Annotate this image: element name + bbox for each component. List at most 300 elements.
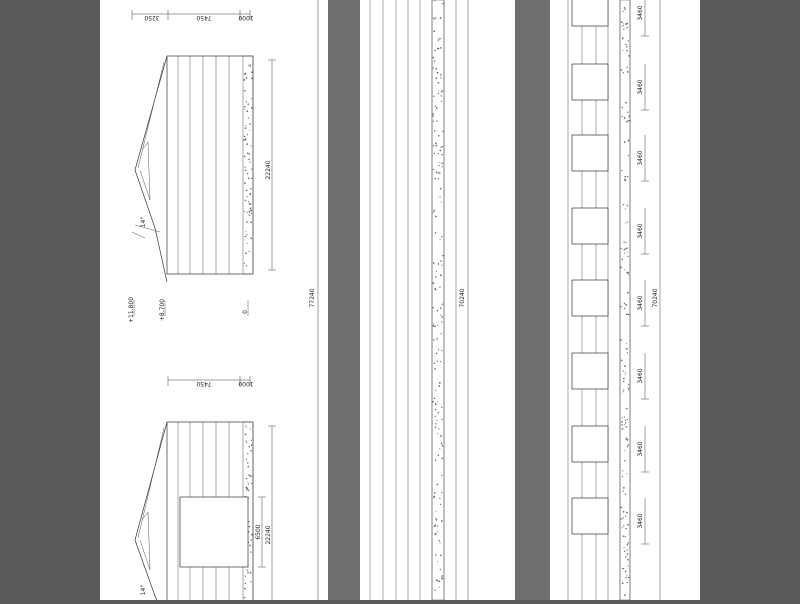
concrete-speck [621,170,622,171]
concrete-speck [249,211,251,213]
concrete-speck [625,426,627,428]
concrete-speck [626,66,627,67]
concrete-speck [624,7,626,9]
concrete-speck [246,440,247,441]
concrete-speck [246,427,247,428]
concrete-speck [250,222,252,224]
concrete-speck [251,107,253,109]
concrete-speck [623,511,625,513]
concrete-speck [249,161,250,162]
concrete-speck [248,490,250,492]
concrete-speck [623,23,624,24]
concrete-speck [442,445,444,447]
concrete-speck [245,169,247,171]
concrete-speck [440,47,442,49]
concrete-speck [622,116,623,117]
concrete-speck [247,103,249,105]
concrete-speck [627,221,628,222]
concrete-speck [439,150,441,152]
concrete-speck [248,201,249,202]
bay-dim-label: 3460 [637,223,644,239]
bay-dim-label: 3460 [637,150,644,166]
concrete-speck [436,171,438,173]
concrete-speck [623,249,625,251]
concrete-speck [244,136,246,138]
concrete-speck [244,183,245,184]
concrete-speck [441,350,442,351]
concrete-speck [246,442,247,443]
left-bottom-height-dim: 22240 [265,525,272,545]
concrete-speck [628,40,629,41]
concrete-speck [441,74,442,75]
concrete-speck [440,307,442,309]
concrete-speck [622,26,623,27]
concrete-speck [621,360,623,362]
concrete-speck [437,325,438,326]
concrete-speck [245,425,246,426]
concrete-speck [627,205,628,206]
concrete-speck [439,286,440,287]
bay-dim-label: 3460 [637,5,644,21]
concrete-speck [627,46,628,47]
concrete-speck [436,338,438,340]
concrete-speck [248,65,249,66]
concrete-speck [250,193,251,194]
concrete-speck [624,141,626,143]
concrete-speck [623,517,624,518]
concrete-speck [627,27,628,28]
concrete-speck [628,55,630,57]
wall-bay-panel [572,426,608,462]
concrete-speck [440,361,441,362]
left-top-height-dim: 22240 [265,160,272,180]
concrete-speck [440,274,442,276]
concrete-speck [434,398,436,400]
concrete-speck [623,25,624,26]
concrete-speck [437,581,438,582]
concrete-speck [433,496,435,498]
concrete-speck [245,167,246,168]
concrete-speck [434,18,435,19]
concrete-speck [623,391,624,392]
concrete-speck [624,9,625,10]
concrete-speck [440,260,442,262]
concrete-speck [245,434,247,436]
concrete-speck [244,109,245,110]
concrete-speck [249,521,250,522]
concrete-speck [441,101,442,102]
concrete-speck [627,292,629,294]
concrete-speck [623,535,624,536]
concrete-speck [441,407,442,408]
concrete-speck [246,459,247,460]
concrete-speck [250,203,252,205]
concrete-speck [624,176,626,178]
concrete-speck [436,519,438,521]
concrete-speck [246,196,247,197]
concrete-speck [622,38,623,39]
concrete-speck [621,69,623,71]
concrete-speck [441,265,442,266]
concrete-speck [622,568,623,569]
concrete-speck [441,202,442,203]
concrete-speck [628,565,629,566]
concrete-speck [627,256,628,257]
concrete-speck [436,145,438,147]
concrete-speck [623,487,625,489]
concrete-speck [624,374,625,375]
concrete-speck [625,208,626,209]
bay-dim-label: 3460 [637,441,644,457]
concrete-speck [440,17,442,19]
level-mid: +8.700 [159,298,166,322]
concrete-speck [435,511,436,512]
concrete-speck [622,50,623,51]
concrete-speck [438,153,439,154]
concrete-speck [433,68,434,69]
concrete-speck [436,77,438,79]
concrete-speck [438,580,440,582]
concrete-speck [623,547,624,548]
concrete-speck [626,549,627,550]
concrete-speck [251,213,252,214]
left-total-length: 77240 [309,288,316,308]
concrete-speck [625,515,626,516]
concrete-speck [623,29,624,30]
concrete-speck [251,78,253,80]
concrete-speck [251,98,252,99]
concrete-speck [247,466,249,468]
concrete-speck [626,343,627,344]
concrete-speck [439,196,440,197]
concrete-speck [435,403,436,404]
concrete-speck [624,424,625,425]
concrete-speck [624,269,625,270]
concrete-speck [441,154,442,155]
concrete-speck [251,444,252,445]
concrete-speck [441,321,442,322]
concrete-speck [442,90,444,92]
concrete-speck [625,102,627,104]
concrete-speck [625,23,627,25]
concrete-speck [442,255,443,256]
concrete-speck [435,416,436,417]
concrete-speck [441,236,442,237]
concrete-speck [436,420,437,421]
concrete-speck [622,470,623,471]
concrete-speck [249,123,251,125]
concrete-speck [250,551,251,552]
concrete-speck [436,484,438,486]
concrete-speck [627,419,628,420]
concrete-speck [621,339,622,340]
concrete-speck [628,120,630,122]
concrete-speck [246,101,247,102]
concrete-speck [440,435,442,437]
concrete-speck [626,348,628,350]
concrete-speck [245,253,247,255]
concrete-speck [442,131,443,132]
concrete-speck [622,476,623,477]
concrete-speck [246,265,247,266]
concrete-speck [627,524,629,526]
concrete-speck [432,282,434,284]
concrete-speck [246,231,247,232]
concrete-speck [246,110,248,112]
concrete-speck [625,422,626,423]
concrete-speck [435,68,437,70]
left-top-dim-2: 7450 [196,14,212,21]
concrete-speck [432,325,434,327]
wall-bay-panel [572,280,608,316]
concrete-speck [624,450,625,451]
concrete-speck [436,107,438,109]
concrete-speck [432,307,434,309]
concrete-speck [628,140,630,142]
concrete-speck [441,575,443,577]
concrete-speck [249,64,250,65]
concrete-speck [247,482,248,483]
concrete-speck [441,475,442,476]
concrete-speck [244,106,246,108]
concrete-speck [433,262,435,264]
concrete-speck [432,401,434,403]
concrete-speck [434,153,435,154]
concrete-speck [440,95,441,96]
concrete-speck [441,163,442,164]
concrete-speck [434,492,436,494]
concrete-speck [624,253,625,254]
concrete-speck [435,232,436,233]
concrete-speck [250,428,251,429]
concrete-speck [434,60,435,61]
concrete-speck [438,349,439,350]
concrete-speck [626,473,627,474]
concrete-speck [622,417,623,418]
concrete-speck [437,310,439,312]
door-opening [180,497,248,567]
concrete-speck [433,323,434,324]
concrete-speck [626,50,627,51]
concrete-speck [626,272,627,273]
concrete-speck [625,180,627,182]
concrete-speck [434,325,436,327]
concrete-speck [435,459,437,461]
concrete-speck [438,178,439,179]
concrete-speck [624,365,626,367]
concrete-speck [625,556,626,557]
concrete-speck [620,267,622,269]
concrete-speck [247,462,249,464]
concrete-speck [622,583,624,585]
concrete-speck [441,492,442,493]
concrete-speck [627,176,628,177]
concrete-speck [622,490,623,491]
left-top-dim-1: 3250 [144,14,160,21]
middle-total-length: 70240 [459,288,466,308]
concrete-speck [622,428,624,430]
concrete-speck [626,121,628,123]
concrete-speck [442,304,443,305]
concrete-speck [244,90,246,92]
concrete-speck [247,152,248,153]
concrete-speck [439,498,440,499]
concrete-speck [627,439,629,441]
concrete-speck [439,540,440,541]
concrete-speck [247,572,249,574]
concrete-speck [440,333,441,334]
concrete-speck [440,147,441,148]
concrete-speck [626,575,627,576]
concrete-speck [627,252,628,253]
concrete-speck [439,586,440,587]
concrete-speck [440,188,442,190]
panel-gap-right [515,0,550,600]
concrete-speck [435,276,437,278]
concrete-speck [434,362,436,364]
concrete-speck [435,404,436,405]
concrete-speck [628,388,630,390]
concrete-speck [625,528,626,529]
concrete-speck [440,555,442,557]
concrete-speck [250,145,251,146]
concrete-speck [439,38,441,40]
concrete-speck [250,188,251,189]
concrete-speck [246,478,248,480]
concrete-speck [623,381,624,382]
concrete-speck [442,419,443,420]
concrete-speck [624,303,625,304]
concrete-speck [440,569,441,570]
concrete-speck [245,583,246,584]
bay-dim-label: 3460 [637,79,644,95]
concrete-speck [628,155,629,156]
concrete-speck [251,440,252,441]
concrete-speck [434,50,435,51]
concrete-speck [621,424,623,426]
wall-bay-panel [572,0,608,26]
concrete-speck [628,116,629,117]
concrete-speck [247,173,248,174]
concrete-speck [434,0,435,1]
concrete-speck [433,96,434,97]
bay-dim-label: 3460 [637,368,644,384]
concrete-speck [624,308,625,309]
concrete-speck [432,113,434,115]
concrete-speck [247,243,248,244]
concrete-speck [435,17,436,18]
concrete-speck [624,117,626,119]
concrete-speck [246,486,248,488]
concrete-speck [250,66,251,67]
wall-bay-panel [572,353,608,389]
concrete-speck [250,581,251,582]
concrete-speck [246,234,247,235]
concrete-speck [627,446,628,447]
left-bottom-angle: 14° [140,584,147,596]
concrete-speck [626,408,628,410]
concrete-speck [437,401,438,402]
concrete-speck [437,433,438,434]
concrete-speck [621,21,623,23]
concrete-speck [627,542,629,544]
concrete-speck [623,72,624,73]
concrete-speck [626,582,627,583]
concrete-speck [623,241,624,242]
concrete-speck [628,274,629,275]
concrete-speck [244,263,245,264]
concrete-speck [245,127,247,129]
concrete-speck [625,536,626,537]
concrete-speck [250,572,252,574]
concrete-speck [438,90,439,91]
concrete-speck [249,545,251,547]
concrete-speck [433,169,434,170]
concrete-speck [438,412,439,413]
concrete-speck [247,489,248,490]
concrete-speck [434,368,436,370]
concrete-speck [625,304,627,306]
concrete-speck [435,216,437,218]
concrete-speck [434,210,436,212]
concrete-speck [248,118,249,119]
concrete-speck [627,553,629,555]
concrete-speck [624,551,625,552]
concrete-speck [627,112,628,113]
concrete-speck [435,143,436,144]
concrete-speck [250,237,252,239]
concrete-speck [248,177,250,179]
concrete-speck [249,130,250,131]
concrete-speck [623,389,624,390]
concrete-speck [434,130,436,132]
concrete-speck [249,215,250,216]
concrete-speck [625,493,627,495]
concrete-speck [627,559,629,561]
concrete-speck [440,315,441,316]
concrete-speck [433,339,435,341]
concrete-speck [623,378,625,380]
concrete-speck [251,483,252,484]
concrete-speck [245,139,247,141]
concrete-speck [435,554,436,555]
concrete-speck [623,204,624,205]
concrete-speck [244,156,246,158]
concrete-speck [437,531,438,532]
bay-dim-label: 3460 [637,513,644,529]
concrete-speck [621,518,622,519]
concrete-speck [625,420,626,421]
concrete-speck [244,73,246,75]
concrete-speck [435,524,437,526]
concrete-speck [441,577,442,578]
concrete-speck [436,353,437,354]
concrete-speck [438,39,440,41]
concrete-speck [244,597,245,598]
concrete-speck [243,79,245,81]
concrete-speck [247,453,248,454]
concrete-speck [627,71,629,73]
concrete-speck [435,426,437,428]
concrete-speck [244,588,246,590]
concrete-speck [625,571,627,573]
concrete-speck [438,263,439,264]
concrete-speck [442,3,443,4]
concrete-speck [628,444,629,445]
concrete-speck [625,577,626,578]
concrete-speck [625,222,626,223]
concrete-speck [622,107,623,108]
